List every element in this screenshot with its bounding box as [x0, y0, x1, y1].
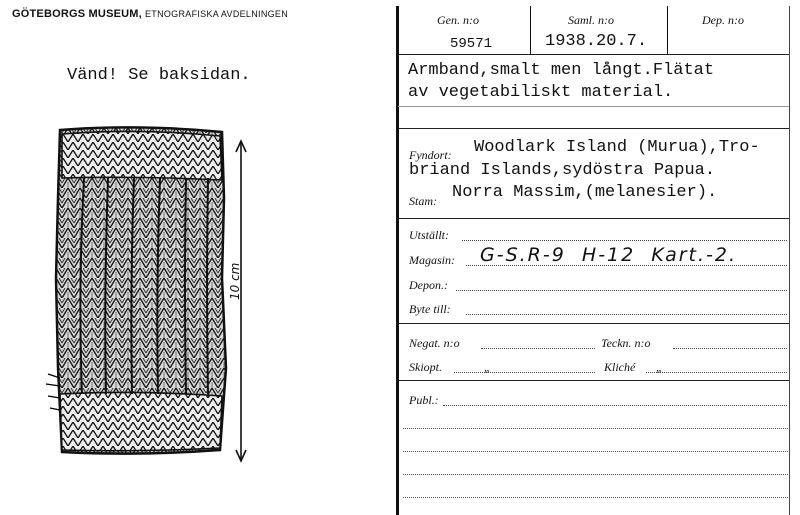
dimension-label: 10 cm: [228, 262, 242, 300]
publ-extra-line: [403, 428, 790, 429]
magasin-label: Magasin:: [409, 253, 455, 267]
header-divider-2: [667, 6, 668, 54]
header-rule: [398, 54, 789, 55]
description-rule-2: [398, 128, 789, 129]
kliche-ditto: „: [656, 360, 663, 374]
byte-till-label: Byte till:: [409, 302, 451, 316]
skiopt-label: Skiopt.: [409, 360, 442, 374]
magasin-value: G-S.R-9 H-12 Kart.-2.: [480, 244, 738, 266]
storage-rule: [398, 323, 789, 324]
saml-no-value: 1938.20.7.: [545, 32, 648, 51]
photo-rule: [398, 380, 789, 381]
publ-extra-line: [403, 497, 790, 498]
description-line-1: Armband,smalt men långt.Flätat: [408, 61, 715, 80]
depon-label: Depon.:: [409, 278, 448, 292]
fyndort-line-2: briand Islands,sydöstra Papua.: [409, 161, 716, 180]
saml-no-label: Saml. n:o: [568, 13, 614, 27]
description-rule-1: [398, 106, 789, 107]
description-line-2: av vegetabiliskt material.: [408, 83, 674, 102]
skiopt-line: [454, 372, 595, 373]
gen-no-value: 59571: [450, 36, 493, 52]
negat-line: [481, 348, 595, 349]
card-right-edge: [789, 6, 790, 515]
museum-name: GÖTEBORGS MUSEUM,: [12, 8, 142, 20]
turn-note: Vänd! Se baksidan.: [67, 66, 251, 85]
stam-value: Norra Massim,(melanesier).: [452, 183, 718, 202]
publ-extra-line: [403, 474, 790, 475]
publ-extra-line: [403, 451, 790, 452]
depon-line: [456, 290, 787, 291]
kliche-line: [646, 372, 787, 373]
teckn-label: Teckn. n:o: [601, 336, 651, 350]
dimension-arrow: [226, 138, 256, 468]
utstallt-label: Utställt:: [409, 228, 450, 242]
utstallt-line: [462, 240, 787, 241]
fyndort-label: Fyndort:: [409, 148, 452, 162]
gen-no-label: Gen. n:o: [437, 13, 479, 27]
department-name: ETNOGRAFISKA AVDELNINGEN: [144, 9, 289, 19]
stam-label: Stam:: [409, 194, 437, 208]
publ-line: [443, 405, 787, 406]
fyndort-line-1: Woodlark Island (Murua),Tro-: [474, 138, 760, 157]
kliche-label: Kliché: [604, 360, 636, 374]
byte-till-line: [466, 314, 787, 315]
skiopt-ditto: „: [484, 360, 491, 374]
museum-header: [12, 8, 288, 20]
card-left-edge: [396, 6, 399, 515]
negat-label: Negat. n:o: [409, 336, 460, 350]
header-divider-1: [530, 6, 531, 54]
publ-label: Publ.:: [409, 393, 439, 407]
dep-no-label: Dep. n:o: [702, 13, 744, 27]
bracelet-drawing: [38, 118, 238, 468]
teckn-line: [673, 348, 787, 349]
description-block: [408, 60, 714, 104]
provenance-rule: [398, 218, 789, 219]
